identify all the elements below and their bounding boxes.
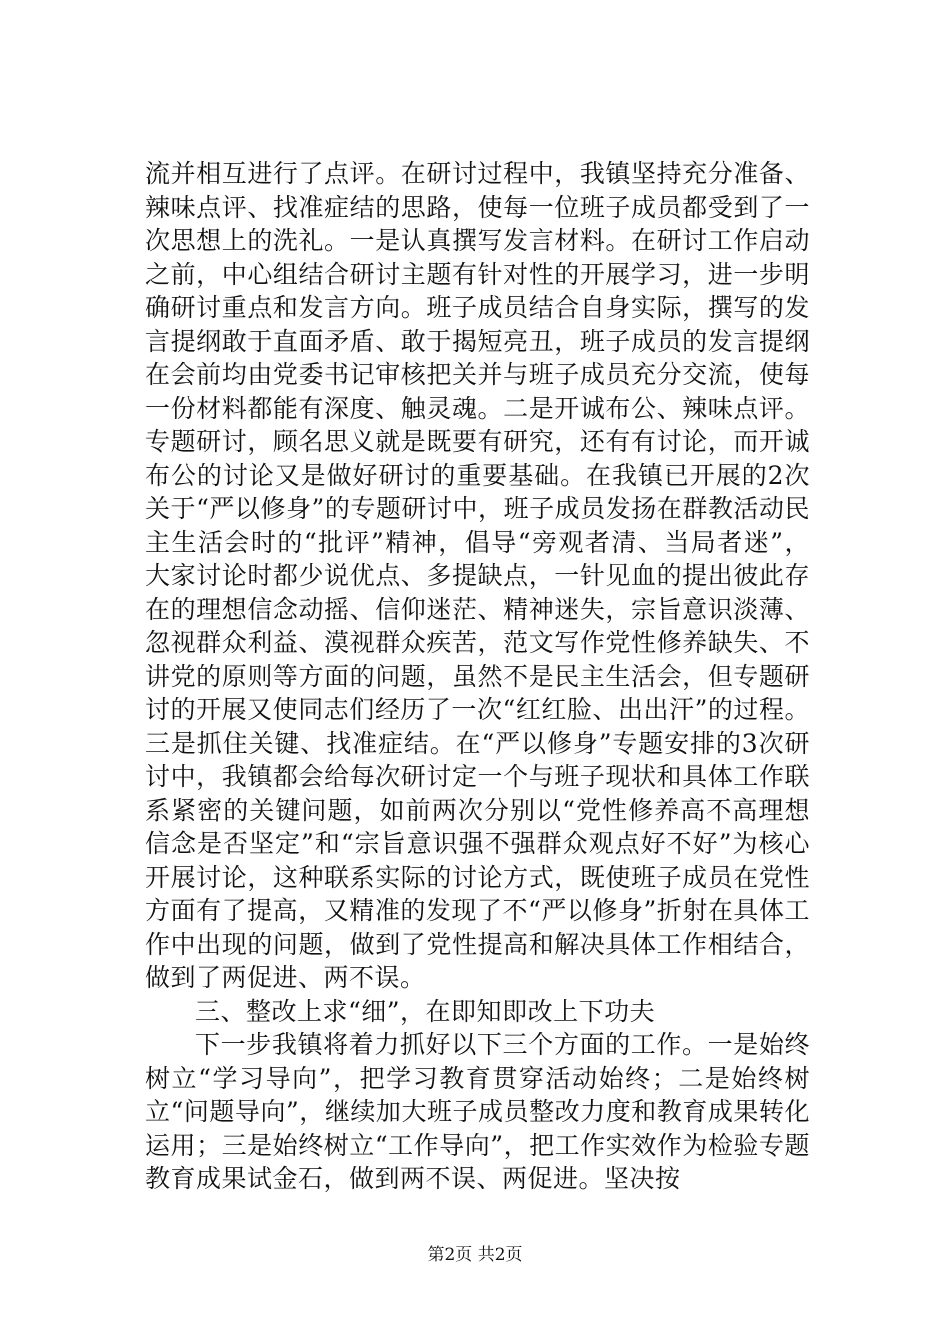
body-paragraph: 流并相互进行了点评。在研讨过程中，我镇坚持充分准备、辣味点评、找准症结的思路，使每一位班子成员都受到了一次思想上的洗礼。一是认真撰写发言材料。在研讨工作启动之前，中心组结合研讨主题有针对性的开展学习，进一步明确研讨重点和发言方向。班子成员结合自身实际，撰写的发言提纲敢于直面矛盾、敢于揭短亮丑，班子成员的发言提纲在会前均由党委书记审核把关并与班子成员充分交流，使每一份材料都能有深度、触灵魂。二是开诚布公、辣味点评。专题研讨，顾名思义就是既要有研究，还有有讨论，而开诚布公的讨论又是做好研讨的重要基础。在我镇已开展的2次关于“严以修身”的专题研讨中，班子成员发扬在群教活动民主生活会时的“批评”精神，倡导“旁观者清、当局者迷”，大家讨论时都少说优点、多提缺点，一针见血的提出彼此存在的理想信念动摇、信仰迷茫、精神迷失，宗旨意识淡薄、忽视群众利益、漠视群众疾苦，范文写作党性修养缺失、不讲党的原则等方面的问题，虽然不是民主生活会，但专题研讨的开展又使同志们经历了一次“红红脸、出出汗”的过程。三是抓住关键、找准症结。在“严以修身”专题安排的3次研讨中，我镇都会给每次研讨定一个与班子现状和具体工作联系紧密的关键问题，如前两次分别以“党性修养高不高理想信念是否坚定”和“宗旨意识强不强群众观点好不好”为核心开展讨论，这种联系实际的讨论方式，既使班子成员在党性方面有了提高，又精准的发现了不“严以修身”折射在具体工作中出现的问题，做到了党性提高和解决具体工作相结合，做到了两促进、两不误。 bbox=[145, 159, 810, 992]
section-heading: 三、整改上求“细”，在即知即改上下功夫 bbox=[195, 996, 656, 1026]
body-paragraph: 下一步我镇将着力抓好以下三个方面的工作。一是始终树立“学习导向”，把学习教育贯穿活动始终；二是始终树立“问题导向”，继续加大班子成员整改力度和教育成果转化运用；三是始终树立“工作导向”，把工作实效作为检验专题教育成果试金石，做到两不误、两促进。坚决按 bbox=[145, 1030, 810, 1193]
document-body bbox=[145, 157, 810, 1196]
page-number: 第2页 共2页 bbox=[427, 1245, 523, 1265]
page-footer bbox=[0, 1244, 950, 1266]
